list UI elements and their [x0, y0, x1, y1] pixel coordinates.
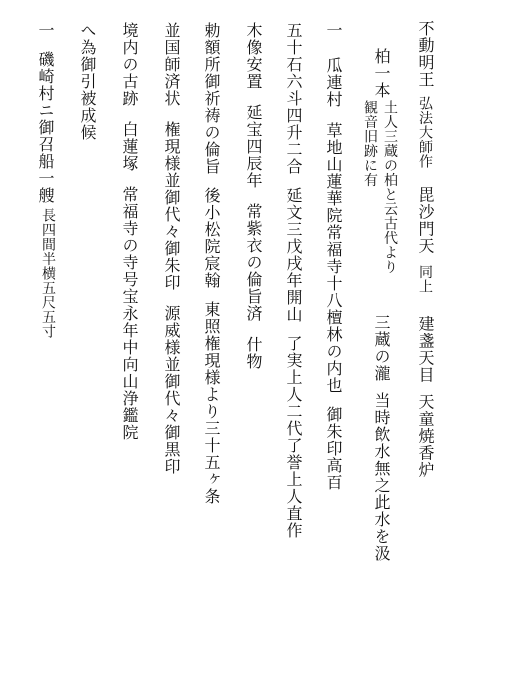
- column-10-text-2: 磯崎村ニ御召船一艘: [36, 51, 55, 204]
- text-column-7: [160, 22, 182, 475]
- column-3-text-4: 御朱印高百: [324, 406, 343, 491]
- column-3-text-1: 一: [324, 22, 343, 39]
- text-column-3: [322, 22, 344, 491]
- column-4-text-1: 五十石六斗四升二合: [284, 22, 303, 175]
- column-5-text-1: 木像安置: [244, 22, 263, 90]
- column-1-text-3: 毘沙門天: [416, 186, 435, 255]
- column-8-text-3: 常福寺の寺号宝永年中向山浄鑑院: [120, 186, 139, 441]
- column-7-text-3: 源威様並御代々御黒印: [162, 305, 181, 475]
- text-column-4: [282, 22, 304, 539]
- text-column-10-note: [40, 208, 56, 339]
- column-8-text-1: 境内の古跡: [120, 22, 139, 107]
- column-6-text-2: 後小松院宸翰: [202, 187, 221, 289]
- column-10-text-1: 一: [36, 22, 55, 39]
- column-8-text-2: 白蓮塚: [120, 121, 139, 172]
- column-9-text-1: へ為御引被成候: [78, 22, 97, 141]
- column-2-note-2: 観音旧跡に有: [362, 100, 378, 187]
- text-column-2-left: [370, 48, 392, 99]
- text-column-8: [118, 22, 140, 441]
- text-column-6: [200, 22, 222, 505]
- text-column-10: [34, 22, 56, 204]
- text-column-2-note-right: [382, 100, 398, 274]
- column-1-text-4: 同上: [417, 264, 433, 294]
- column-3-text-2: 瓜連村: [324, 57, 343, 108]
- column-6-text-1: 勅額所御祈祷の倫旨: [202, 22, 221, 175]
- column-2-note-1: 土人三蔵の柏と云古代より: [382, 100, 398, 274]
- column-7-text-1: 並国師済状: [162, 22, 181, 107]
- column-2-text-4: 三蔵の瀧: [372, 314, 391, 382]
- text-column-5: [242, 22, 264, 370]
- column-1-text-5: 建盞天目: [416, 315, 435, 384]
- column-10-note-1: 長四間半横五尺五寸: [40, 208, 56, 339]
- column-1-text-1: 不動明王: [416, 20, 435, 88]
- column-4-text-2: 延文三戊戌年開山: [284, 187, 303, 323]
- text-column-2-right: [370, 314, 392, 562]
- column-5-text-2: 延宝四辰年: [244, 104, 263, 189]
- column-7-text-2: 権現様並御代々御朱印: [162, 121, 181, 291]
- text-column-9: [76, 22, 98, 141]
- column-1-text-6: 天童焼香炉: [416, 393, 435, 479]
- column-1-text-2: 弘法大師作: [417, 96, 433, 169]
- column-3-text-3: 草地山蓮華院常福寺十八檀林の内也: [324, 122, 343, 394]
- column-6-text-3: 東照権現様より三十五ヶ条: [202, 301, 221, 505]
- text-column-2-note-left: [362, 100, 378, 187]
- column-4-text-3: 了実上人二代了誉上人直作: [284, 335, 303, 539]
- text-column-1: [414, 20, 436, 479]
- column-2-text-5: 当時飲水無之此水を汲: [372, 392, 391, 562]
- column-5-text-3: 常紫衣の倫旨済: [244, 203, 263, 322]
- column-5-text-4: 什物: [244, 336, 263, 370]
- column-2-text-1: 柏一本: [372, 48, 391, 99]
